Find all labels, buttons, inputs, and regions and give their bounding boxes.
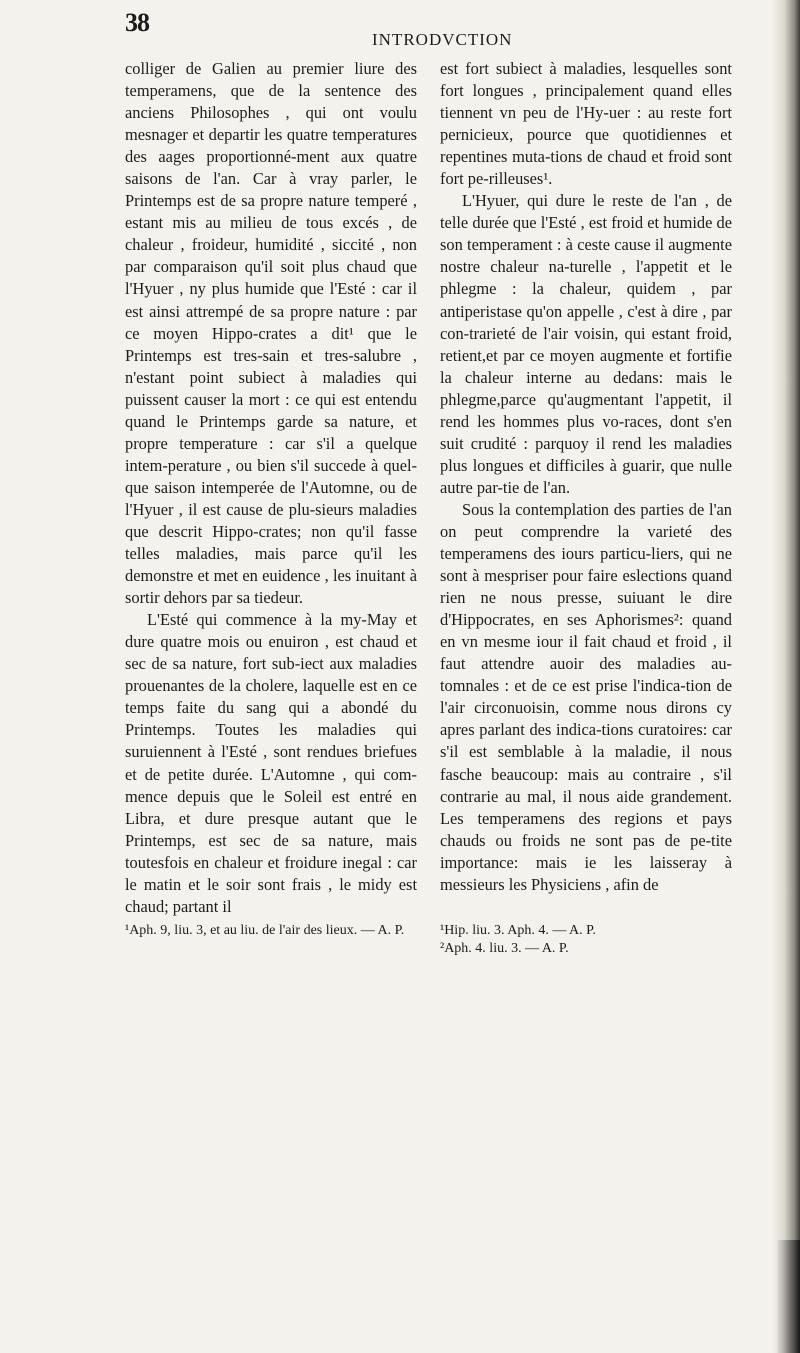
paragraph: Sous la contemplation des parties de l'an on peut comprendre la varieté des temperamens des iours particu-liers, qui ne sont à mespriser pour faire eslections quand rien ne nous presse, suiuant le dire d'Hippocrates, en ses Aphorismes²: quand en vn mesme iour il fait chaud et froid , il faut attendre auoir des maladies au-tomnales : et de ce est prise l'indica-tion de l'air circonuoisin, comme nous dirons cy apres parlant des indica-tions curatoires: car s'il est semblable à la maladie, il nous fasche beaucoup: mais au contraire , s'il contrarie au mal, il nous aide grandement. Les temperamens des regions et pays chauds ou froids ne sont pas de pe-tite importance: mais ie les laisseray à messieurs les Physiciens , afin de: [440, 499, 732, 894]
left-column: [125, 58, 417, 918]
paragraph: L'Hyuer, qui dure le reste de l'an , de telle durée que l'Esté , est froid et humide de son temperament : à ceste cause il augmente nostre chaleur na-turelle , l'appetit et le phlegme : la chaleur, quidem , par antiperistase qu'on appelle , c'est à dire , par con-trarieté de l'air voisin, qui estant froid, retient,et par ce moyen augmente et fortifie la chaleur interne au dedans: mais le phlegme,parce qu'augmentant l'appetit, il rend les hommes plus vo-races, dont s'en suit crudité : parquoy il rend les maladies plus longues et difficiles à guarir, que nulle autre par-tie de l'an.: [440, 191, 732, 497]
footnote: ¹Aph. 9, liu. 3, et au liu. de l'air des lieux. — A. P.: [125, 923, 405, 938]
paragraph: colliger de Galien au premier liure des temperamens, que de la sentence des anciens Philosophes , qui ont voulu mesnager et departir les quatre temperatures des aages proportionné-ment aux quatre saisons de l'an. Car à vray parler, le Printemps est de sa propre nature temperé , estant mis au milieu de tous excés , de chaleur , froideur, humidité , siccité , non par comparaison qu'il soit plus chaud que l'Hyuer , ny plus humide que l'Esté : car il est ainsi attrempé de sa propre nature : par ce moyen Hippo-crates a dit¹ que le Printemps est tres-sain et tres-salubre , n'estant point subiect à maladies qui puissent causer la mort : ce qui est entendu quand le Printemps garde sa nature, et propre temperature : car s'il a quelque intem-perature , ou bien s'il succede à quel-que saison intemperée de l'Automne, ou de l'Hyuer , il est cause de plu-sieurs maladies que descrit Hippo-crates; non qu'il fasse telles maladies, mais parce qu'il les demonstre et met en euidence , les inuitant à sortir dehors par sa tiedeur.: [125, 59, 417, 608]
book-spine-edge: [772, 0, 800, 1353]
right-column: [440, 58, 732, 896]
page-corner-shadow: [776, 1240, 800, 1353]
page-number: 38: [125, 8, 149, 37]
running-title: INTRODVCTION: [372, 30, 513, 49]
footnotes-left: [125, 922, 425, 940]
footnote: ²Aph. 4. liu. 3. — A. P.: [440, 941, 569, 956]
paragraph: est fort subiect à maladies, lesquelles sont fort longues , principalement quand elles tiennent vn peu de l'Hy-uer : au reste fort pernicieux, pource que quotidiennes et repentines muta-tions de chaud et froid sont fort pe-rilleuses¹.: [440, 59, 732, 189]
footnote: ¹Hip. liu. 3. Aph. 4. — A. P.: [440, 923, 596, 938]
footnotes-right: [440, 922, 730, 958]
paragraph: L'Esté qui commence à la my-May et dure quatre mois ou enuiron , est chaud et sec de sa nature, fort sub-iect aux maladies prouenantes de la cholere, laquelle est en ce temps faite du sang qui a abondé du Printemps. Toutes les maladies qui suruiennent à l'Esté , sont rendues briefues et de petite durée. L'Automne , qui com-mence depuis que le Soleil est entré en Libra, et dure presque autant que le Printemps, est sec de sa nature, mais toutesfois en chaleur et froidure inegal : car le matin et le soir sont frais , le midy est chaud; partant il: [125, 610, 417, 916]
